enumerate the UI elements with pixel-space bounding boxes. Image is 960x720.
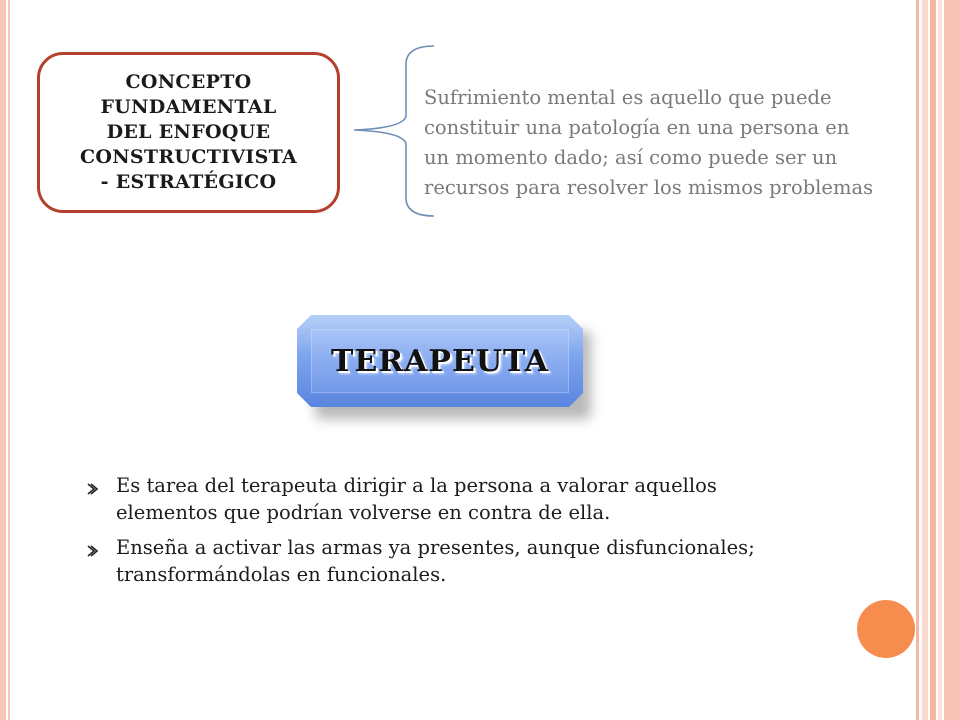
bullet-text: [116, 534, 755, 588]
concept-line: CONCEPTO: [125, 71, 252, 93]
right-stripe: [938, 0, 942, 720]
definition-line: recursos para resolver los mismos problemas: [424, 176, 874, 199]
bullet-text: [116, 472, 717, 526]
left-border: [0, 0, 6, 720]
definition-text: [424, 83, 919, 203]
therapist-banner-face: [311, 329, 569, 393]
concept-line: CONSTRUCTIVISTA: [79, 146, 298, 168]
decorative-circle: [857, 600, 915, 658]
concept-line: - ESTRATÉGICO: [100, 171, 277, 193]
concept-line: FUNDAMENTAL: [100, 96, 277, 118]
definition-line: un momento dado; así como puede ser un: [424, 146, 838, 169]
chevron-right-icon: [86, 534, 116, 561]
definition-line: Sufrimiento mental es aquello que puede: [424, 86, 832, 109]
right-stripe: [930, 0, 936, 720]
definition-line: constituir una patología en una persona en: [424, 116, 850, 139]
bullet-item: [86, 472, 866, 526]
left-border-inner: [8, 0, 10, 720]
therapist-title: TERAPEUTA: [331, 343, 549, 379]
bullet-line: elementos que podrían volverse en contra de ella.: [116, 501, 611, 524]
bullet-line: Es tarea del terapeuta dirigir a la persona a valorar aquellos: [116, 474, 717, 497]
right-stripe: [922, 0, 928, 720]
therapist-banner: [297, 315, 587, 415]
concept-line: DEL ENFOQUE: [106, 121, 271, 143]
concept-box: [37, 52, 340, 213]
right-stripe: [944, 0, 960, 720]
bullet-line: Enseña a activar las armas ya presentes, aunque disfuncionales;: [116, 536, 755, 559]
chevron-right-icon: [86, 472, 116, 499]
bullet-item: [86, 534, 866, 588]
bullet-line: transformándolas en funcionales.: [116, 563, 447, 586]
concept-title: [54, 70, 324, 195]
bullet-list: [86, 472, 866, 596]
